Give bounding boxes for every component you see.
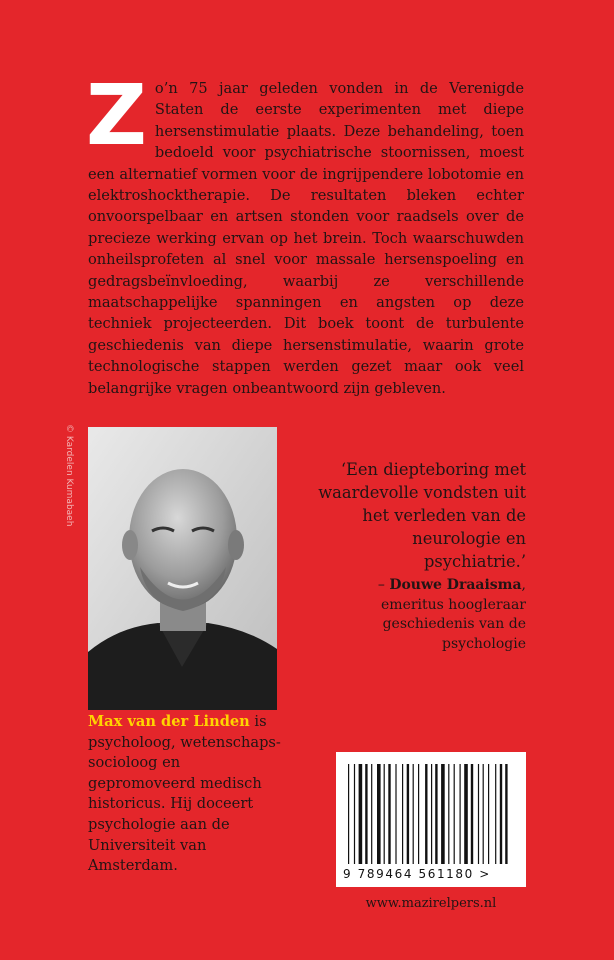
review-quote: ‘Een diepteboring met waardevolle vondsten uit het verleden van de neurologie en psychiatrie.’ [318,460,526,571]
barcode-bar [431,764,432,864]
photo-credit: © Kardelen Kumabaeh [64,424,74,527]
barcode-bar [388,764,390,864]
blurb [86,66,524,399]
barcode-bar [483,764,484,864]
barcode-bar [460,764,461,864]
barcode-bar [478,764,479,864]
barcode-bar [359,764,363,864]
barcode-bar [464,764,468,864]
barcode-bar [500,764,502,864]
barcode-bar [418,764,419,864]
drop-cap: Z [86,66,147,164]
barcode-bar [377,764,381,864]
barcode-bar [402,764,403,864]
barcode-bar [454,764,455,864]
quote-author-role: , emeritus hoogleraar geschiedenis van de psychologie [381,577,526,652]
author-photo [88,427,277,710]
publisher-website: www.mazirelpers.nl [365,896,497,911]
author-bio-text: is psycholoog, wetenschapssocioloog en gepromoveerd medisch historicus. Hij doceert psychologie aan de Universiteit van Amsterdam. [88,713,281,875]
barcode-bar [441,764,445,864]
barcode-bar [505,764,507,864]
author-portrait-image [88,427,277,710]
barcode-bar [435,764,437,864]
barcode-bar [371,764,372,864]
author-name: Max van der Linden [88,713,250,730]
barcode-bar [488,764,489,864]
quote-attribution [316,576,526,654]
barcode-bar [354,764,355,864]
barcode-bar [348,764,349,864]
barcode-bar [471,764,473,864]
barcode-bar [365,764,367,864]
barcode-bar [395,764,396,864]
quote-author-name: Douwe Draaisma [389,577,522,593]
barcode-bar [495,764,496,864]
barcode-bar [425,764,427,864]
blurb-text: o’n 75 jaar geleden vonden in de Verenigde Staten de eerste experimenten met diepe hersenstimulatie plaats. Deze behandeling, toen bedoeld voor psychiatrische stoornissen, moest een alternatief vormen voor de ingrijpendere lobotomie en elektroshocktherapie. De resultaten bleken echter onvoorspelbaar en artsen stonden voor raadsels over de precieze werking ervan op het brein. Toch waarschuwden onheilsprofeten al snel voor massale hersenspoeling en gedragsbeïnvloeding, waarbij ze verschillende maatschappelijke spanningen en angsten op deze techniek projecteerden. Dit boek toont de turbulente geschiedenis van diepe hersenstimulatie, waarin grote technologische stappen werden gezet maar ook veel belangrijke vragen onbeantwoord zijn gebleven. [88,80,524,397]
barcode-bar [384,764,385,864]
isbn-number: 9 789464 561180 > [343,867,491,881]
barcode-bar [448,764,449,864]
author-bio [88,712,288,877]
barcode-bar [407,764,409,864]
attribution-dash: – [377,577,390,593]
barcode-bar [413,764,414,864]
